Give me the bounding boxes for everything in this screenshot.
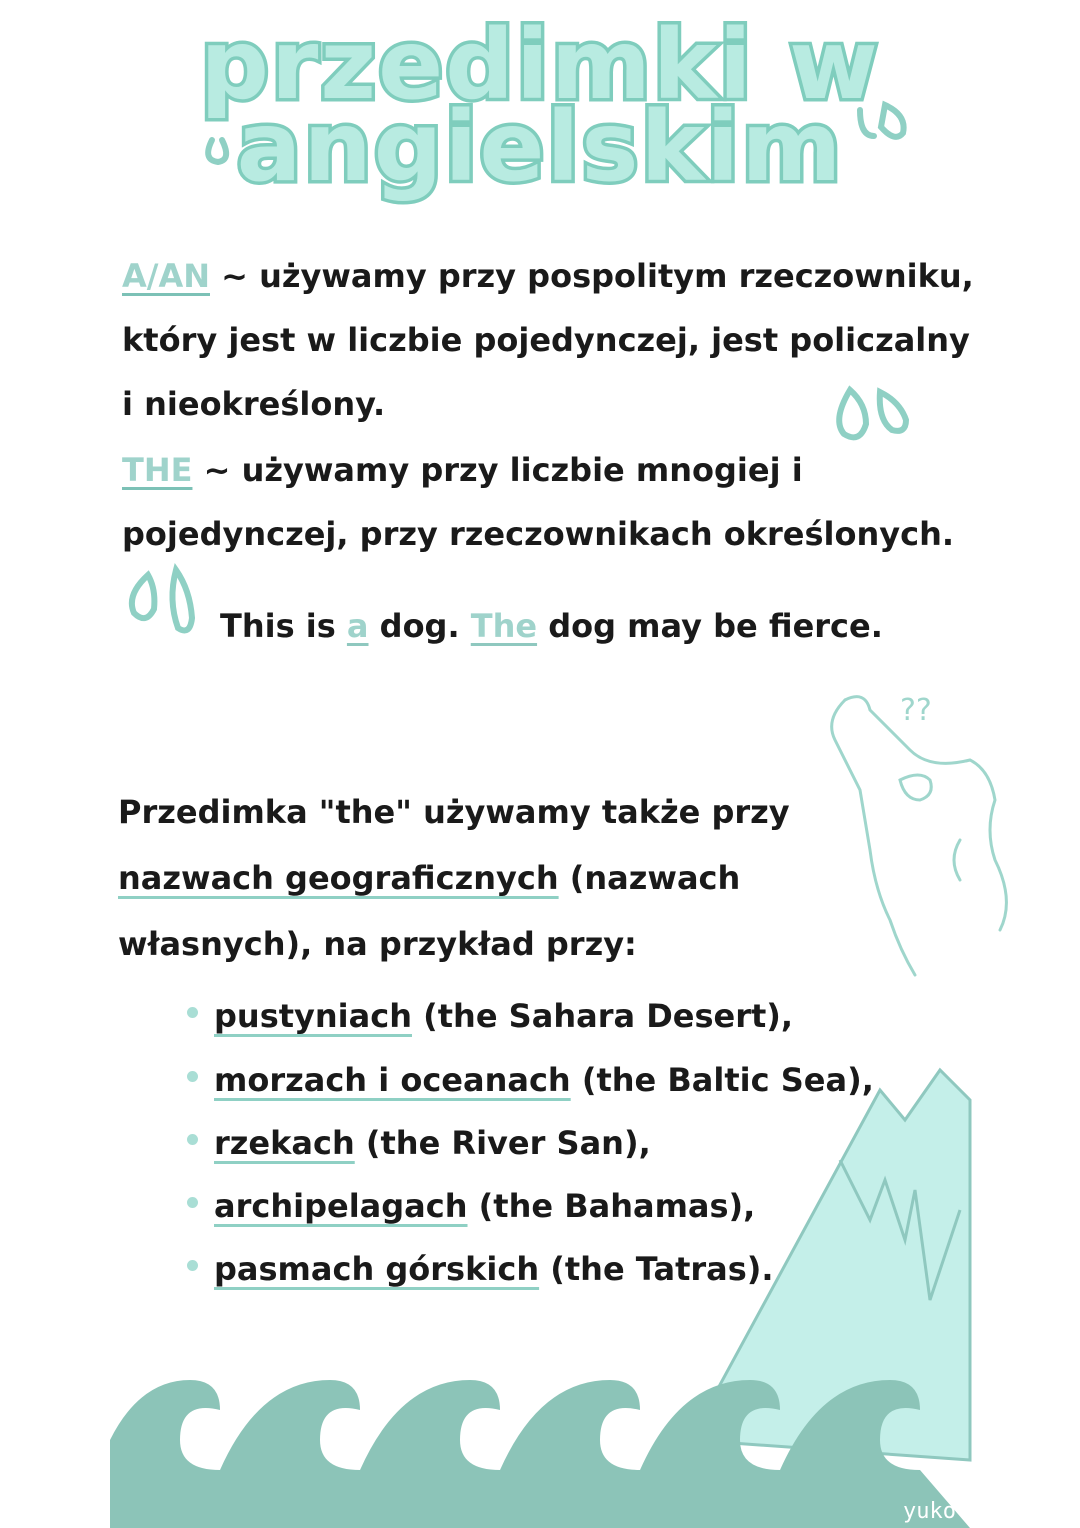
list-item: pasmach górskich (the Tatras).	[214, 1250, 774, 1288]
signature: yuko	[903, 1499, 956, 1524]
list-item: morzach i oceanach (the Baltic Sea),	[214, 1061, 874, 1099]
animal-doodle-icon	[832, 693, 1007, 975]
list-item: rzekach (the River San),	[214, 1124, 651, 1162]
keyword-a-an: A/AN	[122, 257, 210, 295]
droplet-icon	[208, 140, 226, 162]
rule-a-an-line-1: A/AN ~ używamy przy pospolitym rzeczowniku,	[122, 257, 974, 295]
article-the: The	[470, 607, 538, 645]
bullet-dot-icon	[187, 1134, 198, 1145]
list-item: archipelagach (the Bahamas),	[214, 1187, 756, 1225]
geo-highlight: nazwach geograficznych	[118, 859, 559, 897]
bullet-dot-icon	[187, 1197, 198, 1208]
waves-icon	[110, 1380, 970, 1528]
svg-text:??: ??	[900, 693, 932, 728]
example-sentence: This is a dog. The dog may be fierce.	[220, 607, 883, 645]
article-a: a	[346, 607, 369, 645]
bullet-dot-icon	[187, 1071, 198, 1082]
droplet-icon	[880, 392, 906, 431]
rule-the-line-1: THE ~ używamy przy liczbie mnogiej i	[122, 451, 803, 489]
droplet-icon	[881, 105, 904, 137]
title-line-2: angielskim	[236, 91, 844, 203]
keyword-the: THE	[122, 451, 193, 489]
rule-a-an-line-2: który jest w liczbie pojedynczej, jest policzalny	[122, 321, 970, 359]
title-line-1: przedimki w	[200, 9, 880, 121]
geo-line-1: Przedimka "the" używamy także przy	[118, 793, 790, 831]
bullet-dot-icon	[187, 1007, 198, 1018]
rule-a-an-line-3: i nieokreślony.	[122, 385, 386, 423]
droplet-icon	[839, 390, 866, 437]
droplet-icon	[860, 110, 874, 136]
geo-line-3: własnych), na przykład przy:	[118, 925, 637, 963]
geo-line-2: nazwach geograficznych (nazwach	[118, 859, 741, 897]
list-item: pustyniach (the Sahara Desert),	[214, 997, 794, 1035]
droplet-icon	[172, 570, 192, 630]
droplet-icon	[132, 575, 155, 618]
rule-the-line-2: pojedynczej, przy rzeczownikach określonych.	[122, 515, 955, 553]
bullet-dot-icon	[187, 1260, 198, 1271]
